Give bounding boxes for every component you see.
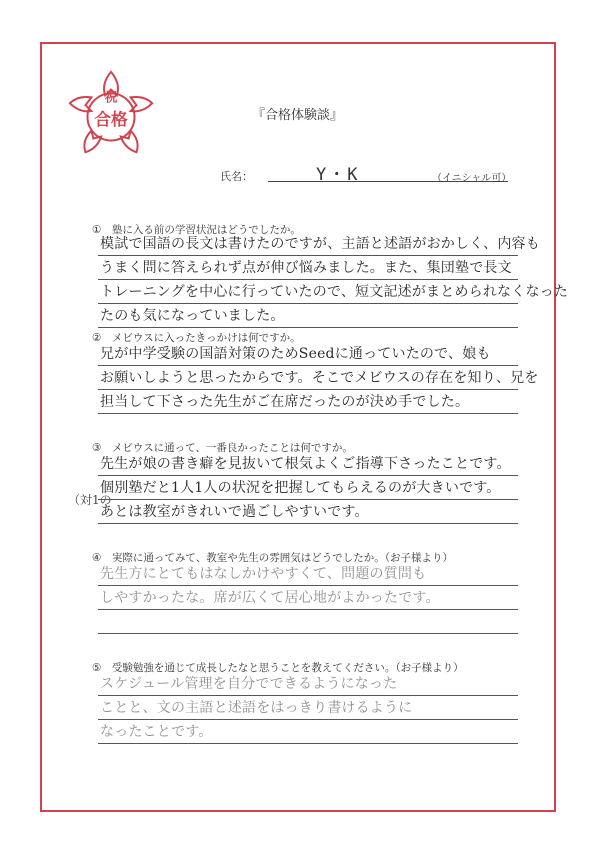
answer-line: 兄が中学受験の国語対策のためSeedに通っていたので、娘も <box>100 346 491 362</box>
question-1-label: ① 塾に入る前の学習状況はどうでしたか。 <box>92 224 301 236</box>
answer-line: あとは教室がきれいで過ごしやすいです。 <box>100 504 369 520</box>
answer-line: 担当して下さった先生がご在席だったのが決め手でした。 <box>100 394 470 410</box>
answer-line: うまく問に答えられず点が伸び悩みました。また、集団塾で長文 <box>100 260 512 276</box>
seal-main-text: 合格 <box>94 108 128 129</box>
answer-line: 個別塾だと1人1人の状況を把握してもらえるのが大きいです。 <box>100 480 501 496</box>
answer-5 <box>98 672 518 744</box>
name-label: 氏名： <box>220 170 253 183</box>
answer-line: 先生方にとてもはなしかけやすくて、問題の質問も <box>100 566 427 582</box>
seal-top-text: 祝 <box>104 90 118 106</box>
answer-4 <box>98 562 518 634</box>
page-title: 『合格体験談』 <box>251 108 343 123</box>
answer-line: スケジュール管理を自分でできるようになった <box>100 676 398 692</box>
answer-line: お願いしようと思ったからです。そこでメビウスの存在を知り、兄を <box>100 370 539 386</box>
answer-line: たのも気になっていました。 <box>100 308 285 324</box>
margin-note: （対1の <box>68 493 112 507</box>
answer-line: 先生が娘の書き癖を見抜いて根気よくご指導下さったことです。 <box>100 456 511 472</box>
name-value: Y・K <box>316 165 360 185</box>
question-4-label: ④ 実際に通ってみて、教室や先生の雰囲気はどうでしたか。（お子様より） <box>92 552 453 564</box>
name-note: （イニシャル可） <box>432 173 512 184</box>
answer-line: トレーニングを中心に行っていたので、短文記述がまとめられなくなった <box>100 284 569 300</box>
answer-1 <box>98 232 569 328</box>
question-5-label: ⑤ 受験勉強を通じて成長したなと思うことを教えてください。（お子様より） <box>92 662 464 674</box>
answer-line: ことと、文の主語と述語をはっきり書けるように <box>100 700 413 716</box>
answer-line: 模試で国語の長文は書けたのですが、主語と述語がおかしく、内容も <box>100 236 540 252</box>
answer-3 <box>98 452 518 524</box>
answer-line: しやすかったな。席が広くて居心地がよかったです。 <box>100 590 440 606</box>
question-2-label: ② メビウスに入ったきっかけは何ですか。 <box>92 332 301 344</box>
answer-line: なったことです。 <box>100 724 213 740</box>
question-3-label: ③ メビウスに通って、一番良かったことは何ですか。 <box>92 442 353 454</box>
name-field <box>220 162 510 184</box>
answer-2 <box>98 342 539 414</box>
